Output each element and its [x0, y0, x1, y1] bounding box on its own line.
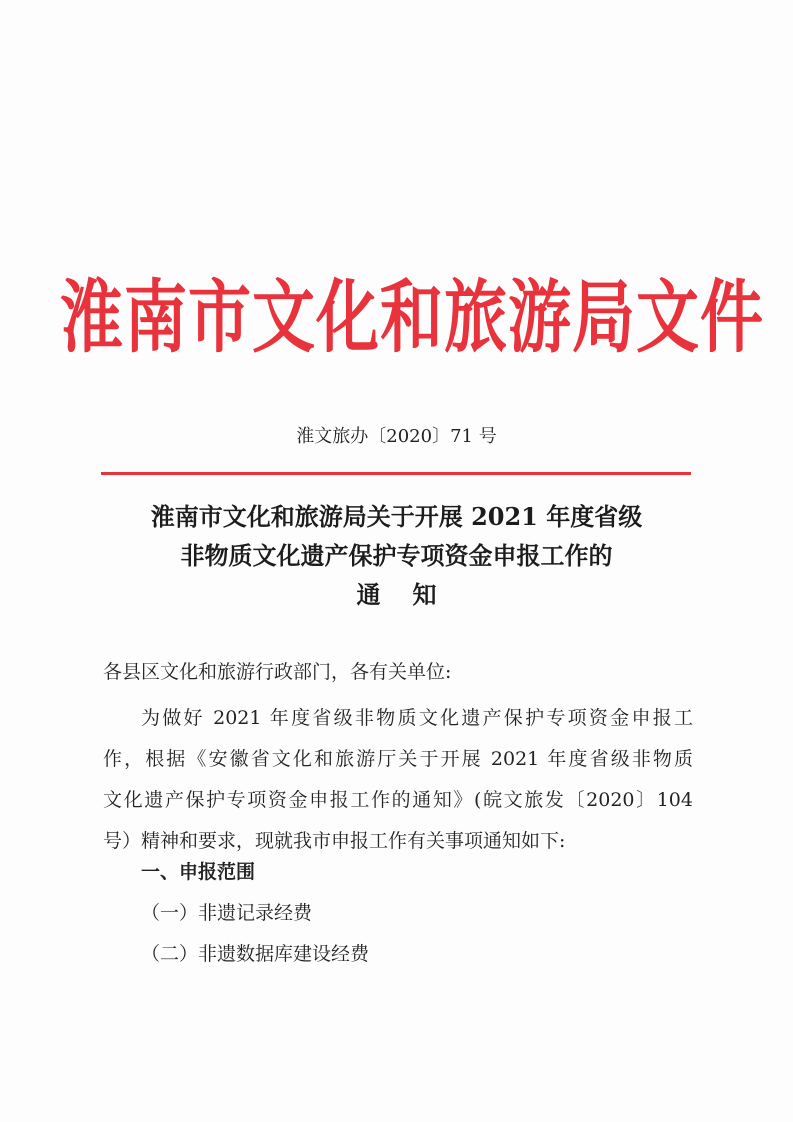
notice-title-line-1: 淮南市文化和旅游局关于开展 2021 年度省级 — [150, 502, 643, 531]
body-paragraph-line-2: 作，根据《安徽省文化和旅游厅关于开展 2021 年度省级非物质 — [103, 748, 693, 770]
section-item-1: （一）非遗记录经费 — [141, 902, 313, 924]
notice-title-line-3: 通知 — [356, 580, 469, 609]
salutation: 各县区文化和旅游行政部门，各有关单位: — [103, 661, 452, 683]
body-paragraph-line-3: 文化遗产保护专项资金申报工作的通知》(皖文旅发〔2020〕104 — [103, 789, 693, 811]
masthead-title: 淮南市文化和旅游局文件 — [60, 272, 764, 364]
section-item-2: （二）非遗数据库建设经费 — [141, 943, 370, 965]
document-number: 淮文旅办〔2020〕71 号 — [296, 426, 497, 447]
section-heading-scope: 一、申报范围 — [141, 861, 256, 883]
red-divider-line — [101, 472, 691, 475]
body-paragraph-line-4: 号）精神和要求，现就我市申报工作有关事项通知如下: — [103, 830, 566, 852]
body-paragraph-line-1: 为做好 2021 年度省级非物质文化遗产保护专项资金申报工 — [141, 707, 693, 729]
notice-title-line-2: 非物质文化遗产保护专项资金申报工作的 — [180, 541, 613, 570]
